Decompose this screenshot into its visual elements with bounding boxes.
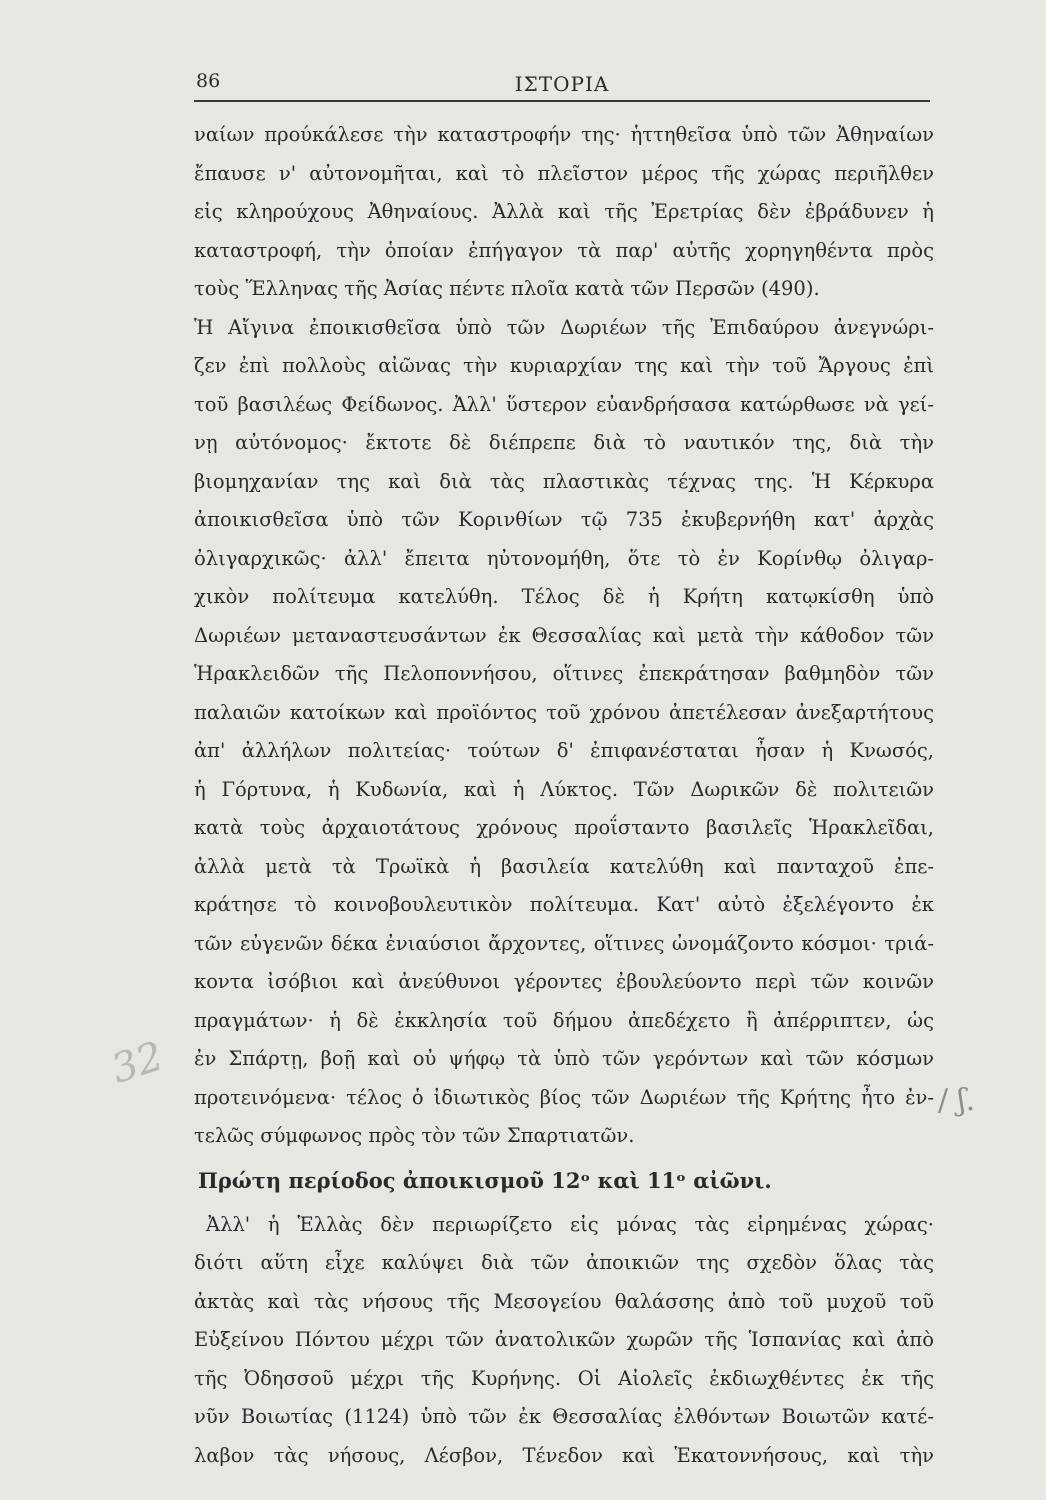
text-line: κράτησε τὸ κοινοβουλευτικὸν πολίτευμα. Κατ' αὐτὸ ἐξελέγοντο ἐκ: [194, 893, 934, 916]
text-line: ἡ Γόρτυνα, ἡ Κυδωνία, καὶ ἡ Λύκτος. Τῶν Δωρικῶν δὲ πολιτειῶν: [194, 777, 934, 801]
text-line: Εὐξείνου Πόντου μέχρι τῶν ἀνατολικῶν χωρῶν τῆς Ἱσπανίας καὶ ἀπὸ: [194, 1328, 934, 1351]
text-line: ἔπαυσε ν' αὐτονομῆται, καὶ τὸ πλεῖστον μέρος τῆς χώρας περιῆλθεν: [194, 161, 934, 185]
text-line: Ἡ Αἴγινα ἐποικισθεῖσα ὑπὸ τῶν Δωριέων τῆς Ἐπιδαύρου ἀνεγνώρι-: [194, 315, 934, 339]
text-line: Ἀλλ' ἡ Ἑλλὰς δὲν περιωρίζετο εἰς μόνας τὰς εἰρημένας χώρας·: [206, 1212, 934, 1236]
text-line: ὀλιγαρχικῶς· ἀλλ' ἔπειτα ηὐτονομήθη, ὅτε τὸ ἐν Κορίνθῳ ὀλιγαρ-: [194, 546, 934, 570]
pencil-margin-mark: / ʃ.: [938, 1083, 976, 1118]
text-line: ἀκτὰς καὶ τὰς νήσους τῆς Μεσογείου θαλάσσης ἀπὸ τοῦ μυχοῦ τοῦ: [194, 1289, 934, 1313]
body-text: [194, 116, 934, 1475]
text-line: τῶν εὐγενῶν δέκα ἐνιαύσιοι ἄρχοντες, οἵτινες ὠνομάζοντο κόσμοι· τριά-: [194, 931, 934, 955]
text-line: ναίων προύκάλεσε τὴν καταστροφήν της· ἡττηθεῖσα ὑπὸ τῶν Ἀθηναίων: [194, 123, 934, 146]
page-number: 86: [196, 70, 221, 92]
text-line: τοῦ βασιλέως Φείδωνος. Ἀλλ' ὕστερον εὐανδρήσασα κατώρθωσε νὰ γεί-: [194, 392, 934, 416]
text-line: κοντα ἰσόβιοι καὶ ἀνεύθυνοι γέροντες ἐβουλεύοντο περὶ τῶν κοινῶν: [194, 970, 934, 993]
section-heading: Πρώτη περίοδος ἀποικισμοῦ 12ᵒ καὶ 11ᵒ αἰῶνι.: [198, 1167, 772, 1193]
text-line: κατὰ τοὺς ἀρχαιοτάτους χρόνους προΐσταντο βασιλεῖς Ἡρακλεῖδαι,: [194, 816, 934, 839]
text-line: ἀποικισθεῖσα ὑπὸ τῶν Κορινθίων τῷ 735 ἐκυβερνήθη κατ' ἀρχὰς: [194, 508, 934, 531]
text-line: εἰς κληρούχους Ἀθηναίους. Ἀλλὰ καὶ τῆς Ἐρετρίας δὲν ἐβράδυνεν ἡ: [194, 200, 934, 223]
text-line: Δωριέων μεταναστευσάντων ἐκ Θεσσαλίας καὶ μετὰ τὴν κάθοδον τῶν: [194, 623, 934, 647]
text-line: νῃ αὐτόνομος· ἔκτοτε δὲ διέπρεπε διὰ τὸ ναυτικόν της, διὰ τὴν: [194, 431, 934, 454]
text-line: παλαιῶν κατοίκων καὶ προϊόντος τοῦ χρόνου ἀπετέλεσαν ἀνεξαρτήτους: [194, 700, 934, 724]
text-line: προτεινόμενα· τέλος ὁ ἰδιωτικὸς βίος τῶν Δωριέων τῆς Κρήτης ἦτο ἐν-: [194, 1085, 934, 1109]
text-line: διότι αὕτη εἶχε καλύψει διὰ τῶν ἀποικιῶν της σχεδὸν ὅλας τὰς: [194, 1251, 934, 1274]
text-line: τῆς Ὀδησσοῦ μέχρι τῆς Κυρήνης. Οἱ Αἰολεῖς ἐκδιωχθέντες ἐκ τῆς: [194, 1366, 934, 1390]
text-line: βιομηχανίαν της καὶ διὰ τὰς πλαστικὰς τέχνας της. Ἡ Κέρκυρα: [194, 469, 934, 493]
text-line: ἀλλὰ μετὰ τὰ Τρωϊκὰ ἡ βασιλεία κατελύθη καὶ πανταχοῦ ἐπε-: [194, 854, 934, 878]
page-header: [194, 66, 930, 106]
text-line: ζεν ἐπὶ πολλοὺς αἰῶνας τὴν κυριαρχίαν της καὶ τὴν τοῦ Ἄργους ἐπὶ: [194, 354, 934, 377]
text-line: τελῶς σύμφωνος πρὸς τὸν τῶν Σπαρτιατῶν.: [194, 1124, 635, 1147]
running-title: ΙΣΤΟΡΙΑ: [514, 72, 610, 96]
text-line: τοὺς Ἕλληνας τῆς Ἀσίας πέντε πλοῖα κατὰ τῶν Περσῶν (490).: [194, 277, 820, 300]
text-line: νῦν Βοιωτίας (1124) ὑπὸ τῶν ἐκ Θεσσαλίας ἐλθόντων Βοιωτῶν κατέ-: [194, 1405, 934, 1428]
text-line: Ἡρακλειδῶν τῆς Πελοποννήσου, οἵτινες ἐπεκράτησαν βαθμηδὸν τῶν: [194, 662, 934, 685]
text-line: ἐν Σπάρτῃ, βοῇ καὶ οὐ ψήφῳ τὰ ὑπὸ τῶν γερόντων καὶ τῶν κόσμων: [194, 1047, 934, 1070]
header-rule: [194, 100, 930, 102]
text-line: λαβον τὰς νήσους, Λέσβον, Τένεδον καὶ Ἑκατοννήσους, καὶ τὴν: [194, 1443, 934, 1467]
text-line: χικὸν πολίτευμα κατελύθη. Τέλος δὲ ἡ Κρήτη κατῳκίσθη ὑπὸ: [194, 585, 934, 608]
text-line: ἀπ' ἀλλήλων πολιτείας· τούτων δ' ἐπιφανέσταται ἦσαν ἡ Κνωσός,: [194, 739, 934, 762]
pencil-margin-note: 32: [106, 1033, 169, 1093]
text-line: καταστροφή, τὴν ὁποίαν ἐπήγαγον τὰ παρ' αὐτῆς χορηγηθέντα πρὸς: [194, 238, 934, 262]
text-line: πραγμάτων· ἡ δὲ ἐκκλησία τοῦ δήμου ἀπεδέχετο ἢ ἀπέρριπτεν, ὡς: [194, 1008, 934, 1032]
